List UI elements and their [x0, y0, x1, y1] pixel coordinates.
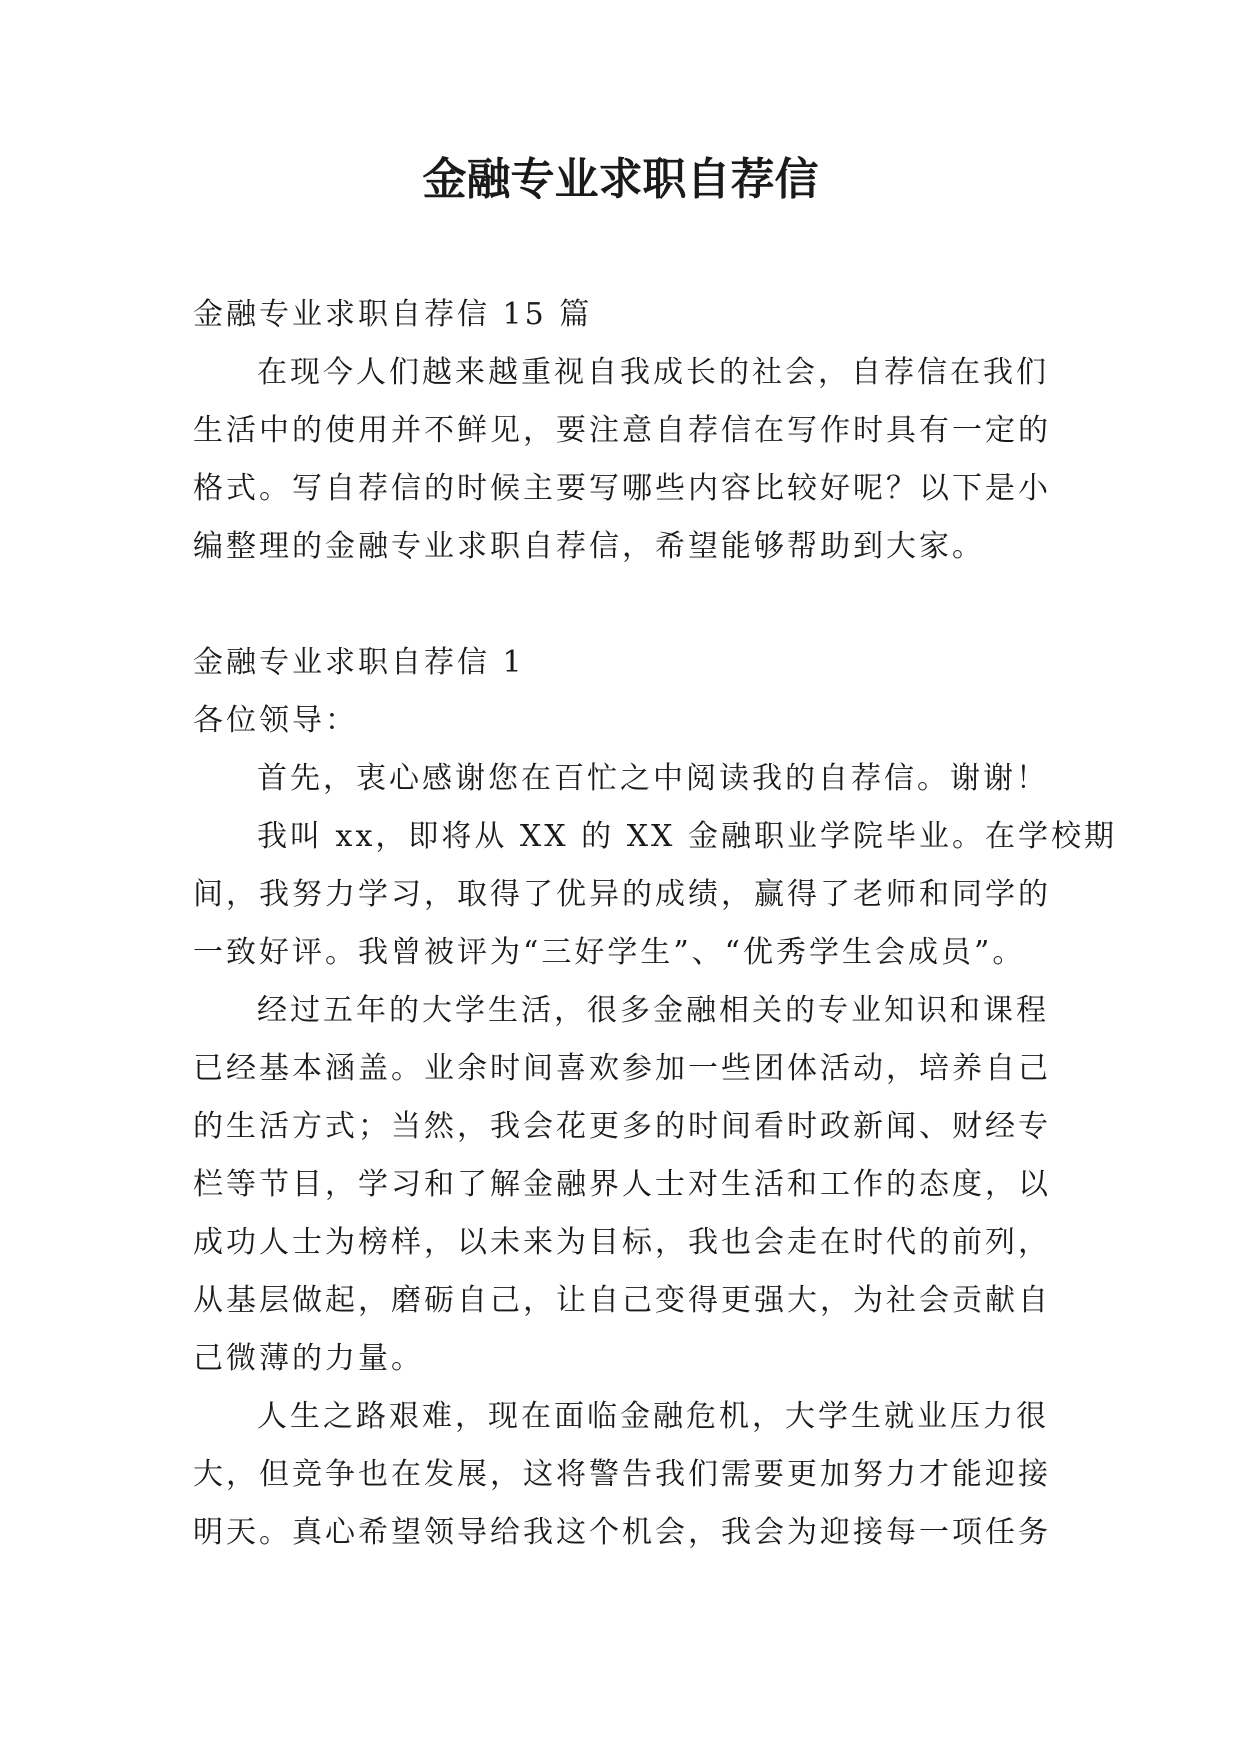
- paragraph-line: 己微薄的力量。: [193, 1341, 424, 1376]
- paragraph-line: 栏等节目，学习和了解金融界人士对生活和工作的态度，以: [193, 1167, 1051, 1202]
- paragraph-line: 人生之路艰难，现在面临金融危机，大学生就业压力很: [257, 1399, 1049, 1434]
- intro-line: 格式。写自荐信的时候主要写哪些内容比较好呢？以下是小: [193, 471, 1051, 506]
- section-heading: 金融专业求职自荐信 1: [193, 645, 525, 680]
- document-title: 金融专业求职自荐信: [422, 154, 819, 205]
- intro-line: 在现今人们越来越重视自我成长的社会，自荐信在我们: [257, 355, 1049, 390]
- document-body: [193, 286, 1117, 1562]
- paragraph-gap: [193, 576, 1058, 634]
- intro-line: 编整理的金融专业求职自荐信，希望能够帮助到大家。: [193, 529, 985, 564]
- paragraph-line: 从基层做起，磨砺自己，让自己变得更强大，为社会贡献自: [193, 1283, 1051, 1318]
- paragraph-line: 间，我努力学习，取得了优异的成绩，赢得了老师和同学的: [193, 877, 1051, 912]
- paragraph-line: 明天。真心希望领导给我这个机会，我会为迎接每一项任务: [193, 1515, 1051, 1550]
- paragraph-line: 大，但竞争也在发展，这将警告我们需要更加努力才能迎接: [193, 1457, 1051, 1492]
- salutation: 各位领导：: [193, 703, 358, 738]
- intro-line: 生活中的使用并不鲜见，要注意自荐信在写作时具有一定的: [193, 413, 1051, 448]
- paragraph-line: 的生活方式；当然，我会花更多的时间看时政新闻、财经专: [193, 1109, 1051, 1144]
- paragraph-line: 首先，衷心感谢您在百忙之中阅读我的自荐信。谢谢！: [257, 761, 1049, 796]
- paragraph-line: 已经基本涵盖。业余时间喜欢参加一些团体活动，培养自己: [193, 1051, 1051, 1086]
- paragraph-line: 成功人士为榜样，以未来为目标，我也会走在时代的前列，: [193, 1225, 1051, 1260]
- paragraph-line: 经过五年的大学生活，很多金融相关的专业知识和课程: [257, 993, 1049, 1028]
- paragraph-line: 我叫 xx，即将从 XX 的 XX 金融职业学院毕业。在学校期: [257, 819, 1117, 854]
- subtitle: 金融专业求职自荐信 15 篇: [193, 297, 593, 332]
- paragraph-line: 一致好评。我曾被评为“三好学生”、“优秀学生会成员”。: [193, 935, 1026, 970]
